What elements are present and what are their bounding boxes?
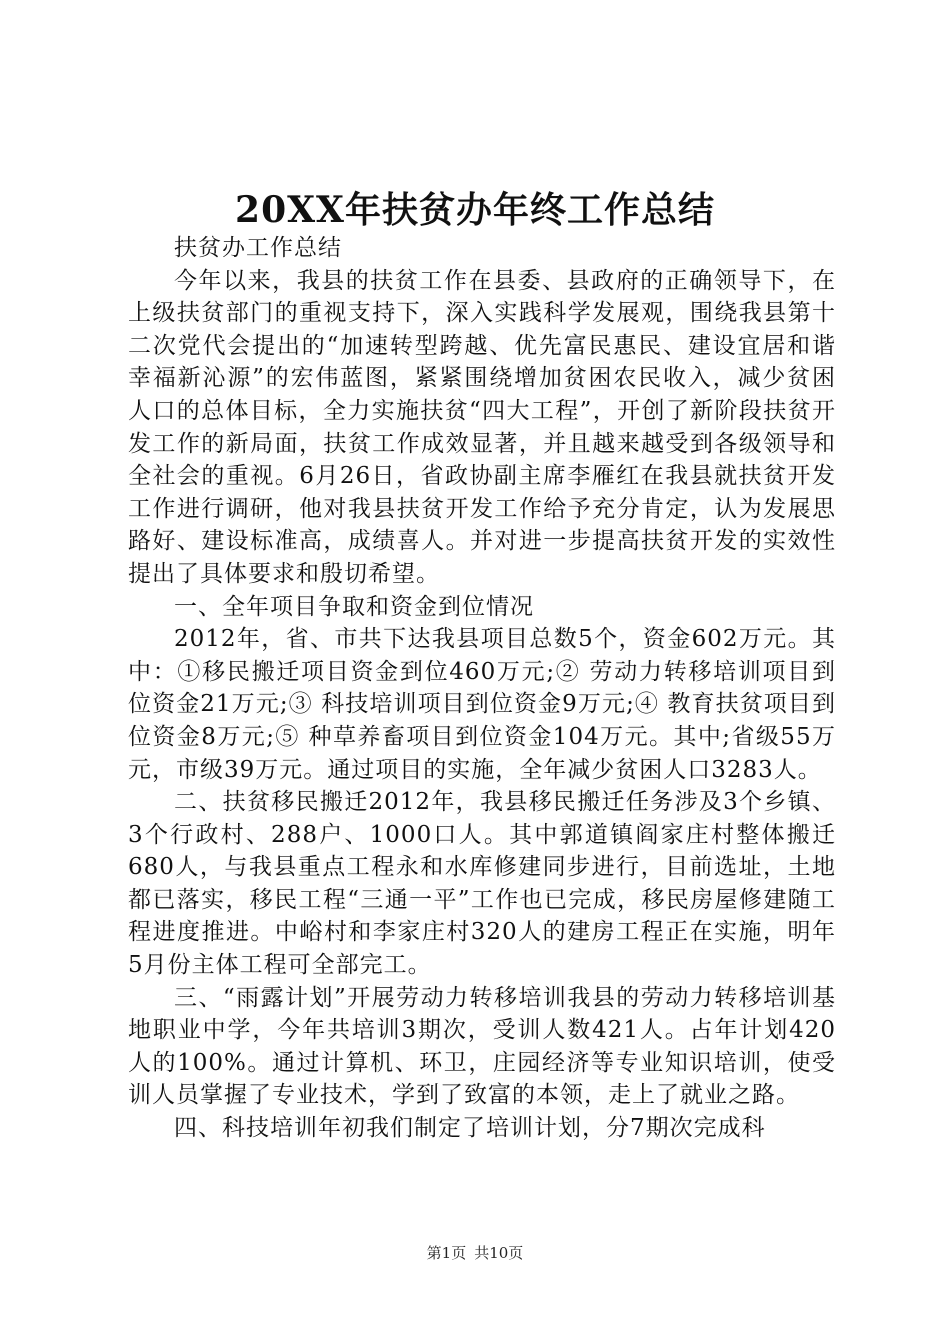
document-title: 20XX年扶贫办年终工作总结 [235, 189, 715, 231]
paragraph-relocation: 二、扶贫移民搬迁2012年，我县移民搬迁任务涉及3个乡镇、3个行政村、288户、1000口人。其中郭道镇阎家庄村整体搬迁680人，与我县重点工程永和水库修建同步进行，目前选址，土地都已落实，移民工程“三通一平”工作也已完成，移民房屋修建随工程进度推进。中峪村和李家庄村320人的建房工程正在实施，明年5月份主体工程可全部完工。 [128, 789, 836, 979]
document-body [128, 232, 836, 1145]
paragraph-training: 三、“雨露计划”开展劳动力转移培训我县的劳动力转移培训基地职业中学，今年共培训3期次，受训人数421人。占年计划420人的100%。通过计算机、环卫，庄园经济等专业知识培训，使受训人员掌握了专业技术，学到了致富的本领，走上了就业之路。 [128, 984, 836, 1109]
paragraph-subtitle: 扶贫办工作总结 [174, 235, 342, 261]
section-heading-1: 一、全年项目争取和资金到位情况 [174, 593, 534, 620]
paragraph-intro: 今年以来，我县的扶贫工作在县委、县政府的正确领导下，在上级扶贫部门的重视支持下，深入实践科学发展观，围绕我县第十二次党代会提出的“加速转型跨越、优先富民惠民、建设宜居和谐幸福新沁源”的宏伟蓝图，紧紧围绕增加贫困农民收入，减少贫困人口的总体目标，全力实施扶贫“四大工程”，开创了新阶段扶贫开发工作的新局面，扶贫工作成效显著，并且越来越受到各级领导和全社会的重视。6月26日，省政协副主席李雁红在我县就扶贫开发工作进行调研，他对我县扶贫开发工作给予充分肯定，认为发展思路好、建设标准高，成绩喜人。并对进一步提高扶贫开发的实效性提出了具体要求和殷切希望。 [128, 267, 836, 587]
paragraph-tech-training: 四、科技培训年初我们制定了培训计划，分7期次完成科 [174, 1115, 766, 1142]
page-number: 第1页 [426, 1244, 467, 1262]
page-total: 共10页 [474, 1244, 524, 1262]
paragraph-projects: 2012年，省、市共下达我县项目总数5个，资金602万元。其中：①移民搬迁项目资金到位460万元;② 劳动力转移培训项目到位资金21万元;③ 科技培训项目到位资金9万元;④ 教育扶贫项目到位资金8万元;⑤ 种草养畜项目到位资金104万元。其中;省级55万元，市级39万元。通过项目的实施，全年减少贫困人口3283人。 [128, 626, 836, 783]
page-footer [0, 1243, 950, 1263]
